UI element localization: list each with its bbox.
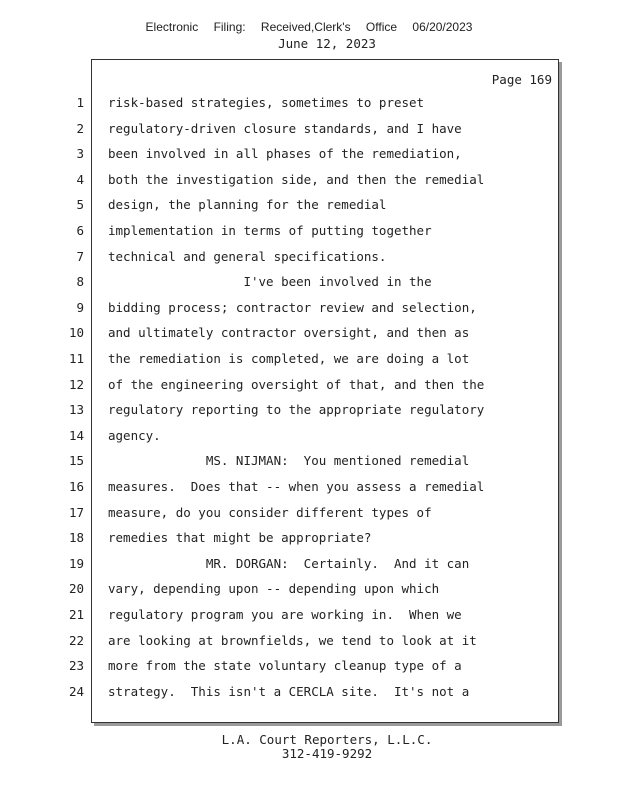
stamp-word: Office xyxy=(365,20,398,34)
transcript-line xyxy=(0,451,618,471)
transcript-line xyxy=(0,221,618,241)
line-text: measures. Does that -- when you assess a remedial xyxy=(108,479,485,494)
stamp-word: Received,Clerk's xyxy=(260,20,351,34)
transcript-line xyxy=(0,272,618,292)
reporter-company: L.A. Court Reporters, L.L.C. xyxy=(221,732,433,747)
line-number: 15 xyxy=(68,453,84,469)
transcript-line xyxy=(0,503,618,523)
line-number: 5 xyxy=(76,197,84,213)
line-number: 1 xyxy=(76,95,84,110)
line-number: 18 xyxy=(68,530,84,546)
transcript-line xyxy=(0,400,618,420)
transcript-line xyxy=(0,375,618,395)
line-number: 19 xyxy=(68,555,84,571)
line-text: regulatory program you are working in. When we xyxy=(108,607,462,622)
transcript-line xyxy=(0,170,618,190)
line-number: 13 xyxy=(68,402,84,418)
line-text: are looking at brownfields, we tend to look at it xyxy=(108,632,477,648)
page-number: Page 169 xyxy=(491,72,552,87)
line-number: 2 xyxy=(76,120,84,136)
stamp-word: Filing: xyxy=(213,20,246,34)
transcript-line xyxy=(0,195,618,215)
transcript-line xyxy=(0,298,618,318)
line-text: measure, do you consider different types of xyxy=(108,504,432,520)
transcript-line xyxy=(0,605,618,625)
line-number: 7 xyxy=(76,248,84,264)
line-text: MS. NIJMAN: You mentioned remedial xyxy=(108,453,470,469)
line-text: and ultimately contractor oversight, and then as xyxy=(108,325,470,341)
line-number: 22 xyxy=(68,632,84,648)
transcript-line xyxy=(0,144,618,164)
line-number: 11 xyxy=(68,351,84,366)
line-number: 10 xyxy=(68,325,84,341)
line-number: 21 xyxy=(68,607,84,622)
line-number: 3 xyxy=(76,146,84,162)
transcript-line xyxy=(0,682,618,702)
line-number: 12 xyxy=(68,376,84,392)
stamp-word: Electronic xyxy=(145,20,199,34)
line-text: strategy. This isn't a CERCLA site. It's not a xyxy=(108,683,470,699)
transcript-line xyxy=(0,247,618,267)
transcript-line xyxy=(0,349,618,369)
line-text: regulatory reporting to the appropriate regulatory xyxy=(108,402,485,418)
line-text: remedies that might be appropriate? xyxy=(108,530,372,546)
line-text: technical and general specifications. xyxy=(108,248,387,264)
line-number: 16 xyxy=(68,479,84,494)
transcript-date: June 12, 2023 xyxy=(278,36,376,51)
filing-stamp xyxy=(0,20,618,34)
line-text: been involved in all phases of the remediation, xyxy=(108,146,462,162)
line-text: vary, depending upon -- depending upon which xyxy=(108,581,440,597)
transcript-line xyxy=(0,477,618,497)
line-number: 24 xyxy=(68,683,84,699)
transcript-line xyxy=(0,119,618,139)
footer xyxy=(0,733,618,761)
line-text: both the investigation side, and then the remedial xyxy=(108,171,485,187)
line-text: risk-based strategies, sometimes to preset xyxy=(108,95,425,110)
transcript-line xyxy=(0,323,618,343)
line-text: the remediation is completed, we are doing a lot xyxy=(108,351,470,366)
line-text: of the engineering oversight of that, and then the xyxy=(108,376,485,392)
stamp-date: 06/20/2023 xyxy=(412,20,473,34)
line-text: more from the state voluntary cleanup type of a xyxy=(108,658,462,674)
line-text: bidding process; contractor review and selection, xyxy=(108,299,477,315)
line-number: 9 xyxy=(76,299,84,315)
line-number: 20 xyxy=(68,581,84,597)
line-text: implementation in terms of putting together xyxy=(108,223,432,238)
line-number: 23 xyxy=(68,658,84,674)
line-text: I've been involved in the xyxy=(108,274,432,290)
line-number: 8 xyxy=(76,274,84,290)
line-text: design, the planning for the remedial xyxy=(108,197,387,213)
line-number: 6 xyxy=(76,223,84,238)
line-text: MR. DORGAN: Certainly. And it can xyxy=(108,555,470,571)
transcript-line xyxy=(0,656,618,676)
transcript-line xyxy=(0,528,618,548)
reporter-phone: 312-419-9292 xyxy=(281,746,373,761)
line-number: 14 xyxy=(68,427,84,443)
line-number: 17 xyxy=(68,504,84,520)
transcript-line xyxy=(0,426,618,446)
transcript-line xyxy=(0,554,618,574)
transcript-line xyxy=(0,579,618,599)
line-text: regulatory-driven closure standards, and I have xyxy=(108,120,462,136)
transcript-line xyxy=(0,93,618,113)
transcript-line xyxy=(0,631,618,651)
line-number: 4 xyxy=(76,171,84,187)
line-text: agency. xyxy=(108,427,161,443)
